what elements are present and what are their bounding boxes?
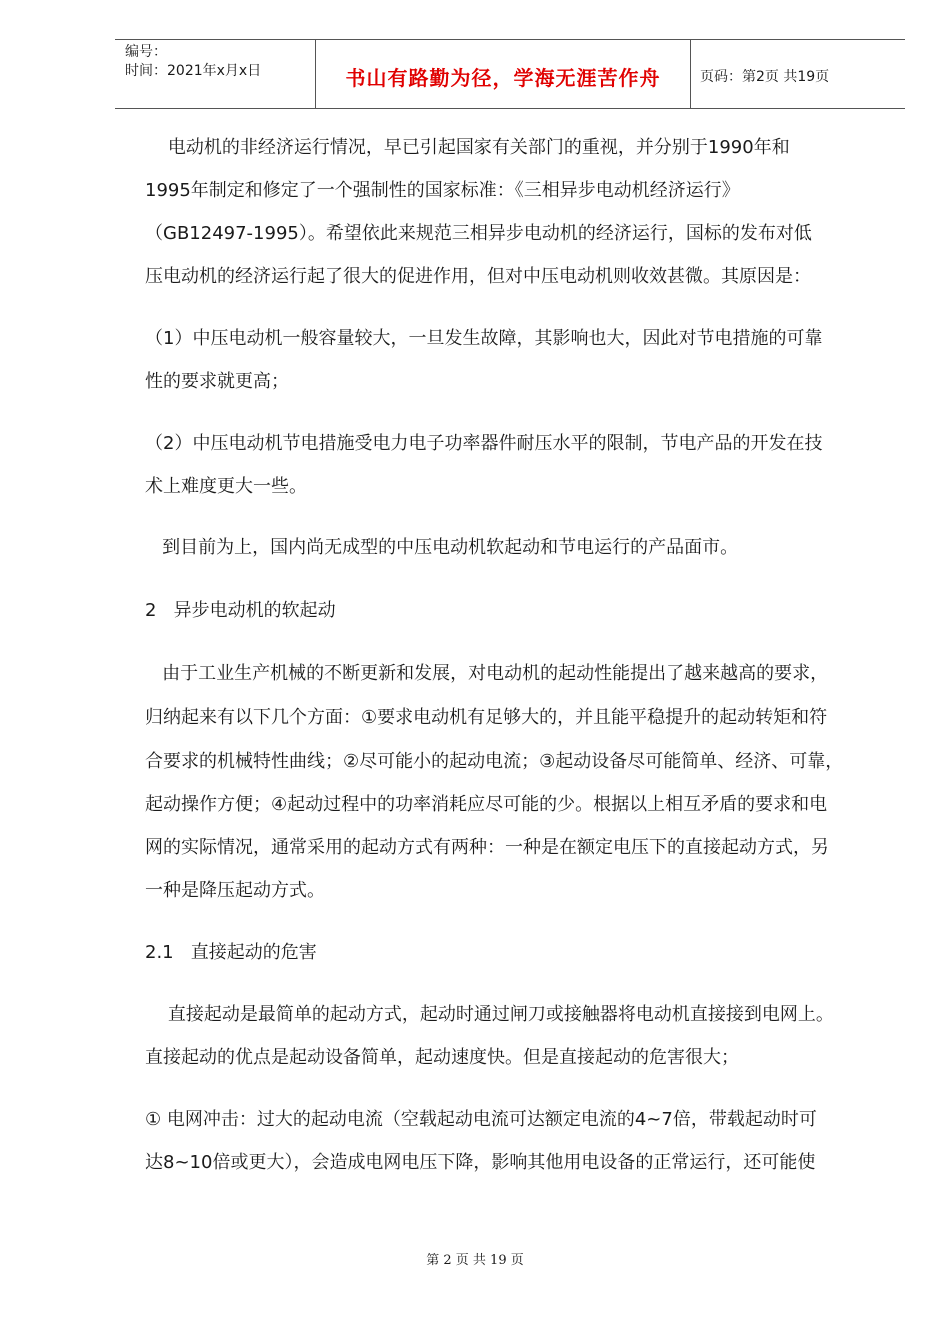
page-footer: 第 2 页 共 19 页 (426, 1253, 524, 1268)
header-left-cell (115, 40, 315, 108)
body-line: 到目前为上，国内尚无成型的中压电动机软起动和节电运行的产品面市。 (145, 537, 739, 558)
header-page-info: 页码：第2页 共19页 (700, 69, 830, 85)
body-line: 归纳起来有以下几个方面：①要求电动机有足够大的，并且能平稳提升的起动转矩和符 (145, 707, 828, 728)
body-line: 直接起动的优点是起动设备简单，起动速度快。但是直接起动的危害很大； (145, 1047, 739, 1068)
header-page-cell (690, 40, 905, 108)
document-time-label: 时间：2021年x月x日 (125, 63, 262, 79)
body-line: 由于工业生产机械的不断更新和发展，对电动机的起动性能提出了越来越高的要求， (145, 663, 829, 684)
body-line: 性的要求就更高； (145, 371, 289, 392)
body-line: 一种是降压起动方式。 (145, 880, 325, 901)
body-line: 直接起动是最简单的起动方式，起动时通过闸刀或接触器将电动机直接接到电网上。 (145, 1004, 834, 1025)
body-line: 网的实际情况，通常采用的起动方式有两种：一种是在额定电压下的直接起动方式，另 (145, 837, 829, 858)
page-header (115, 39, 905, 109)
body-line: （GB12497-1995）。希望依此来规范三相异步电动机的经济运行，国标的发布对低 (145, 223, 812, 244)
body-line: 起动操作方便；④起动过程中的功率消耗应尽可能的少。根据以上相互矛盾的要求和电 (145, 794, 828, 815)
body-line: 术上难度更大一些。 (145, 476, 307, 497)
header-motto-cell (315, 40, 691, 108)
body-line: 1995年制定和修定了一个强制性的国家标准：《三相异步电动机经济运行》 (145, 180, 740, 201)
body-line: 达8~10倍或更大），会造成电网电压下降，影响其他用电设备的正常运行，还可能使 (145, 1152, 816, 1173)
body-line: 电动机的非经济运行情况，早已引起国家有关部门的重视，并分别于1990年和 (145, 137, 790, 158)
body-line: 合要求的机械特性曲线；②尽可能小的起动电流；③起动设备尽可能简单、经济、可靠， (145, 751, 844, 772)
header-motto: 书山有路勤为径，学海无涯苦作舟 (345, 66, 661, 90)
body-line: （1）中压电动机一般容量较大，一旦发生故障，其影响也大，因此对节电措施的可靠 (145, 328, 823, 349)
subsection-heading: 2.1 直接起动的危害 (145, 942, 317, 963)
body-line: 压电动机的经济运行起了很大的促进作用，但对中压电动机则收效甚微。其原因是： (145, 266, 811, 287)
section-heading: 2 异步电动机的软起动 (145, 600, 336, 621)
document-number-label: 编号： (125, 44, 167, 60)
body-line: （2）中压电动机节电措施受电力电子功率器件耐压水平的限制，节电产品的开发在技 (145, 433, 823, 454)
body-line: ① 电网冲击：过大的起动电流（空载起动电流可达额定电流的4~7倍，带载起动时可 (145, 1109, 817, 1130)
